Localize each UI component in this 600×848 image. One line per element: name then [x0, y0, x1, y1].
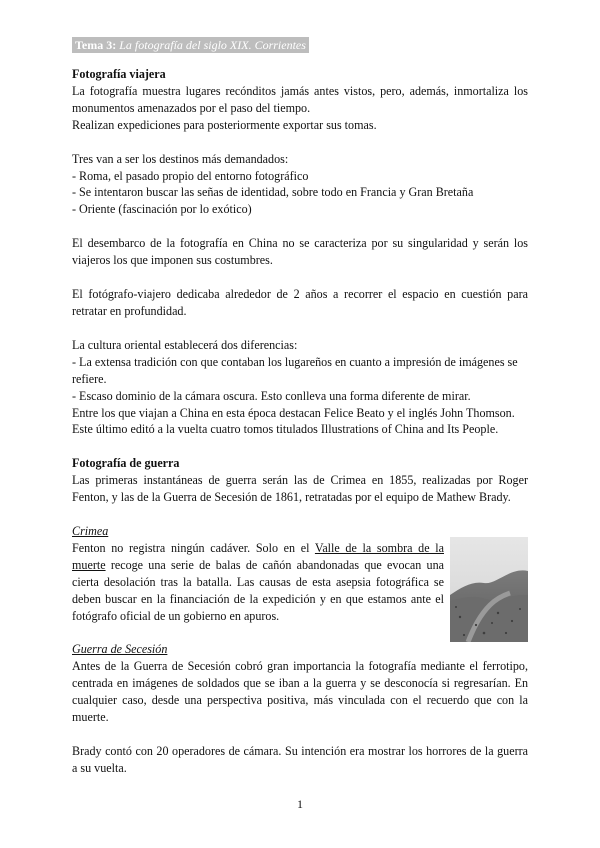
travel-paragraph-1b: Realizan expediciones para posteriormente exportar sus tomas.	[72, 117, 377, 132]
photographer-traveler-paragraph: El fotógrafo-viajero dedicaba alrededor de 2 años a recorrer el espacio en cuestión para retratar en profundidad.	[72, 287, 528, 318]
section-heading-war: Fotografía de guerra	[72, 456, 180, 471]
difference-item: - Escaso dominio de la cámara oscura. Esto conlleva una forma diferente de mirar.	[72, 388, 471, 403]
china-travelers-paragraph: Entre los que viajan a China en esta época destacan Felice Beato y el inglés John Thomson.	[72, 405, 515, 420]
brady-paragraph: Brady contó con 20 operadores de cámara. Su intención era mostrar los horrores de la guerra a su vuelta.	[72, 744, 528, 775]
page-header	[72, 37, 309, 53]
travel-paragraph-1: La fotografía muestra lugares recónditos jamás antes vistos, pero, además, inmortaliza los monumentos amenazados por el paso del tiempo.	[72, 83, 528, 115]
destination-item: - Roma, el pasado propio del entorno fotográfico	[72, 168, 309, 183]
subheading-crimea: Crimea	[72, 524, 109, 539]
difference-item: - La extensa tradición con que contaban los lugareños en cuanto a impresión de imágenes se refiere.	[72, 354, 518, 386]
crimea-text-b: recoge una serie de balas de cañón abandonadas que evocan una cierta desolación tras la batalla. Las causas de esta asepsia fotográfica se deben buscar en la financiación de la expedición y en que estamos ante el fotógrafo oficial de un gobierno en apuros.	[72, 557, 444, 623]
section-heading-travel: Fotografía viajera	[72, 67, 166, 81]
secesion-paragraph: Antes de la Guerra de Secesión cobró gran importancia la fotografía mediante el ferrotipo, centrada en imágenes de soldados que se iban a la guerra y se desconocía si regresarían. En cualquier caso, desde una perspectiva positiva, más vinculada con el recuerdo que con la muerte.	[72, 659, 528, 725]
thomson-paragraph: Este último editó a la vuelta cuatro tomos titulados Illustrations of China and Its People.	[72, 422, 499, 437]
page-content	[72, 66, 528, 777]
china-paragraph: El desembarco de la fotografía en China no se caracteriza por su singularidad y serán los viajeros los que imponen sus costumbres.	[72, 236, 528, 268]
destinations-intro: Tres van a ser los destinos más demandados:	[72, 151, 289, 166]
crimea-text-a: Fenton no registra ningún cadáver. Solo en el	[72, 540, 315, 555]
header-title: La fotografía del siglo XIX. Corrientes	[119, 38, 306, 52]
valley-title-link: Valle de la sombra de la muerte	[72, 540, 444, 572]
subheading-secesion: Guerra de Secesión	[72, 642, 168, 657]
destination-item: - Se intentaron buscar las señas de identidad, sobre todo en Francia y Gran Bretaña	[72, 185, 474, 200]
header-label: Tema 3:	[75, 38, 117, 52]
valley-photo-image	[450, 537, 528, 642]
page-number: 1	[297, 797, 303, 811]
oriental-culture-intro: La cultura oriental establecerá dos diferencias:	[72, 337, 298, 352]
war-intro-paragraph: Las primeras instantáneas de guerra serán las de Crimea en 1855, realizadas por Roger Fenton, y las de la Guerra de Secesión de 1861, retratadas por el equipo de Mathew Brady.	[72, 473, 528, 505]
crimea-photo	[450, 537, 528, 642]
destination-item: - Oriente (fascinación por lo exótico)	[72, 202, 252, 217]
